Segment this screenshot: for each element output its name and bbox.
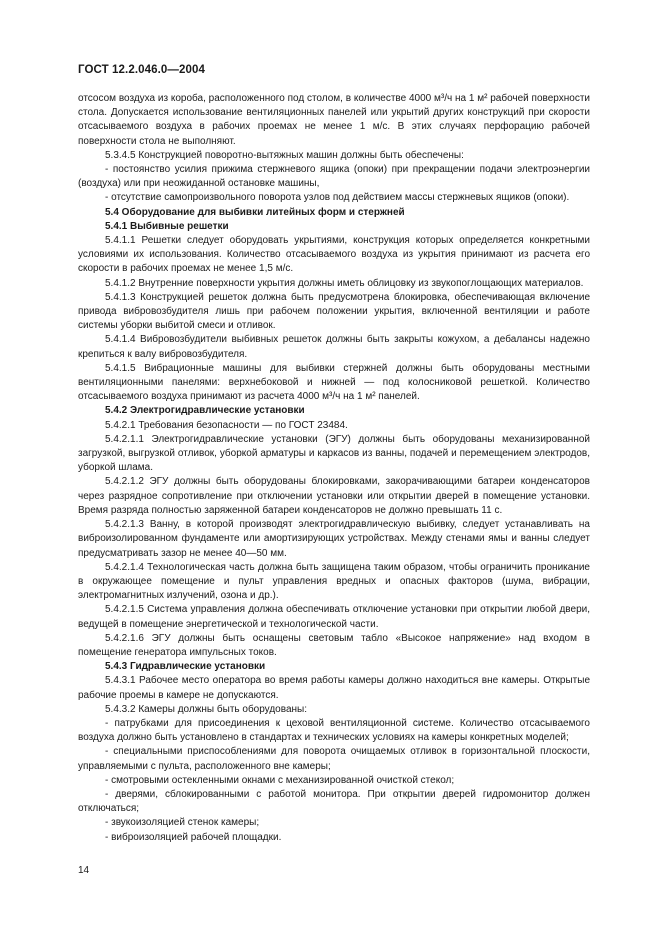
paragraph: 5.4.1.1 Решетки следует оборудовать укрытиями, конструкция которых определяется конкретными условиями их использования. Количество отсасываемого воздуха из укрытия принимают из расчета его скорости в рабочих проемах не менее 1,5 м/с. — [78, 235, 590, 275]
section-heading: 5.4 Оборудование для выбивки литейных форм и стержней — [105, 206, 405, 218]
paragraph: - постоянство усилия прижима стержневого ящика (опоки) при прекращении подачи электроэнергии (воздуха) или при неожиданной остановке машины, — [78, 164, 590, 190]
document-body — [78, 92, 590, 845]
section-heading: 5.4.3 Гидравлические установки — [105, 661, 266, 673]
section-heading: 5.4.2 Электрогидравлические установки — [105, 405, 305, 417]
paragraph: - специальными приспособлениями для поворота очищаемых отливок в горизонтальной плоскости, управляемыми с пульта, расположенного вне камеры; — [78, 746, 590, 772]
paragraph: - патрубками для присоединения к цеховой вентиляционной системе. Количество отсасываемого воздуха должно быть установлено в стандартах и технических условиях на камеры конкретных моделей; — [78, 717, 590, 744]
page-number: 14 — [78, 865, 90, 876]
paragraph: 5.4.2.1.5 Система управления должна обеспечивать отключение установки при открытии любой двери, ведущей в помещение энергетической и технологической части. — [78, 604, 590, 630]
paragraph: 5.4.1.3 Конструкцией решеток должна быть предусмотрена блокировка, обеспечивающая включение привода вибровозбудителя лишь при рабочем положении укрытия, включенной вентиляции и работе системы уборки выбитой смеси и отливок. — [78, 291, 590, 332]
paragraph: - отсутствие самопроизвольного поворота узлов под действием массы стержневых ящиков (опоки). — [105, 192, 570, 204]
running-header: ГОСТ 12.2.046.0—2004 — [78, 64, 205, 76]
paragraph: - виброизоляцией рабочей площадки. — [105, 831, 282, 843]
paragraph: 5.3.4.5 Конструкцией поворотно-вытяжных машин должны быть обеспечены: — [105, 149, 464, 161]
paragraph: 5.4.3.1 Рабочее место оператора во время работы камеры должно находиться вне камеры. Открытые рабочие проемы в камере не допускаются. — [78, 675, 590, 701]
paragraph: 5.4.2.1.6 ЭГУ должны быть оснащены световым табло «Высокое напряжение» над входом в помещение генератора импульсных токов. — [78, 632, 590, 658]
paragraph: - звукоизоляцией стенок камеры; — [105, 817, 260, 829]
section-heading: 5.4.1 Выбивные решетки — [105, 220, 229, 232]
paragraph: 5.4.2.1.4 Технологическая часть должна быть защищена таким образом, чтобы ограничить проникание в окружающее помещение и пульт управления вредных и опасных факторов (шума, вибрации, электромагнитных излучений, озона и др.). — [78, 561, 590, 602]
paragraph: 5.4.2.1 Требования безопасности — по ГОСТ 23484. — [105, 419, 348, 431]
paragraph: - смотровыми остекленными окнами с механизированной очисткой стекол; — [105, 774, 455, 786]
paragraph: отсосом воздуха из короба, расположенного под столом, в количестве 4000 м³/ч на 1 м² рабочей поверхности стола. Допускается использование вентиляционных панелей или укрытий других конструкций при скорости отсасываемого воздуха в рабочих проемах не менее 1 м/с. В этих случаях перфорацию рабочей поверхности стола не выполняют. — [78, 93, 590, 147]
paragraph: 5.4.1.5 Вибрационные машины для выбивки стержней должны быть оборудованы местными вентиляционными панелями: верхнебоковой и нижней — под колосниковой решеткой. Количество отсасываемого воздуха принимают из расчета 4000 м³/ч на 1 м² панелей. — [78, 362, 590, 403]
paragraph: 5.4.3.2 Камеры должны быть оборудованы: — [105, 703, 307, 715]
paragraph: 5.4.2.1.2 ЭГУ должны быть оборудованы блокировками, закорачивающими батареи конденсаторов через разрядное сопротивление при отключении установки или открытии дверей в помещение установки. Время разряда полностью заряженной батареи конденсаторов не должно превышать 11 с. — [78, 476, 590, 516]
paragraph: 5.4.1.4 Вибровозбудители выбивных решеток должны быть закрыты кожухом, а дебалансы надежно крепиться к валу вибровозбудителя. — [78, 334, 590, 360]
paragraph: - дверями, сблокированными с работой монитора. При открытии дверей гидромонитор должен отключаться; — [78, 788, 590, 815]
paragraph: 5.4.1.2 Внутренние поверхности укрытия должны иметь облицовку из звукопоглощающих материалов. — [105, 277, 584, 289]
paragraph: 5.4.2.1.3 Ванну, в которой производят электрогидравлическую выбивку, следует устанавливать на виброизолированном фундаменте или амортизирующих устройствах. Между стенами ямы и ванны следует предусматривать зазор не менее 40—50 мм. — [78, 519, 590, 559]
paragraph: 5.4.2.1.1 Электрогидравлические установки (ЭГУ) должны быть оборудованы механизированной загрузкой, выгрузкой отливок, уборкой арматуры и каркасов из ванны, подачей и перемещением электродов, уборкой шлама. — [78, 433, 590, 474]
